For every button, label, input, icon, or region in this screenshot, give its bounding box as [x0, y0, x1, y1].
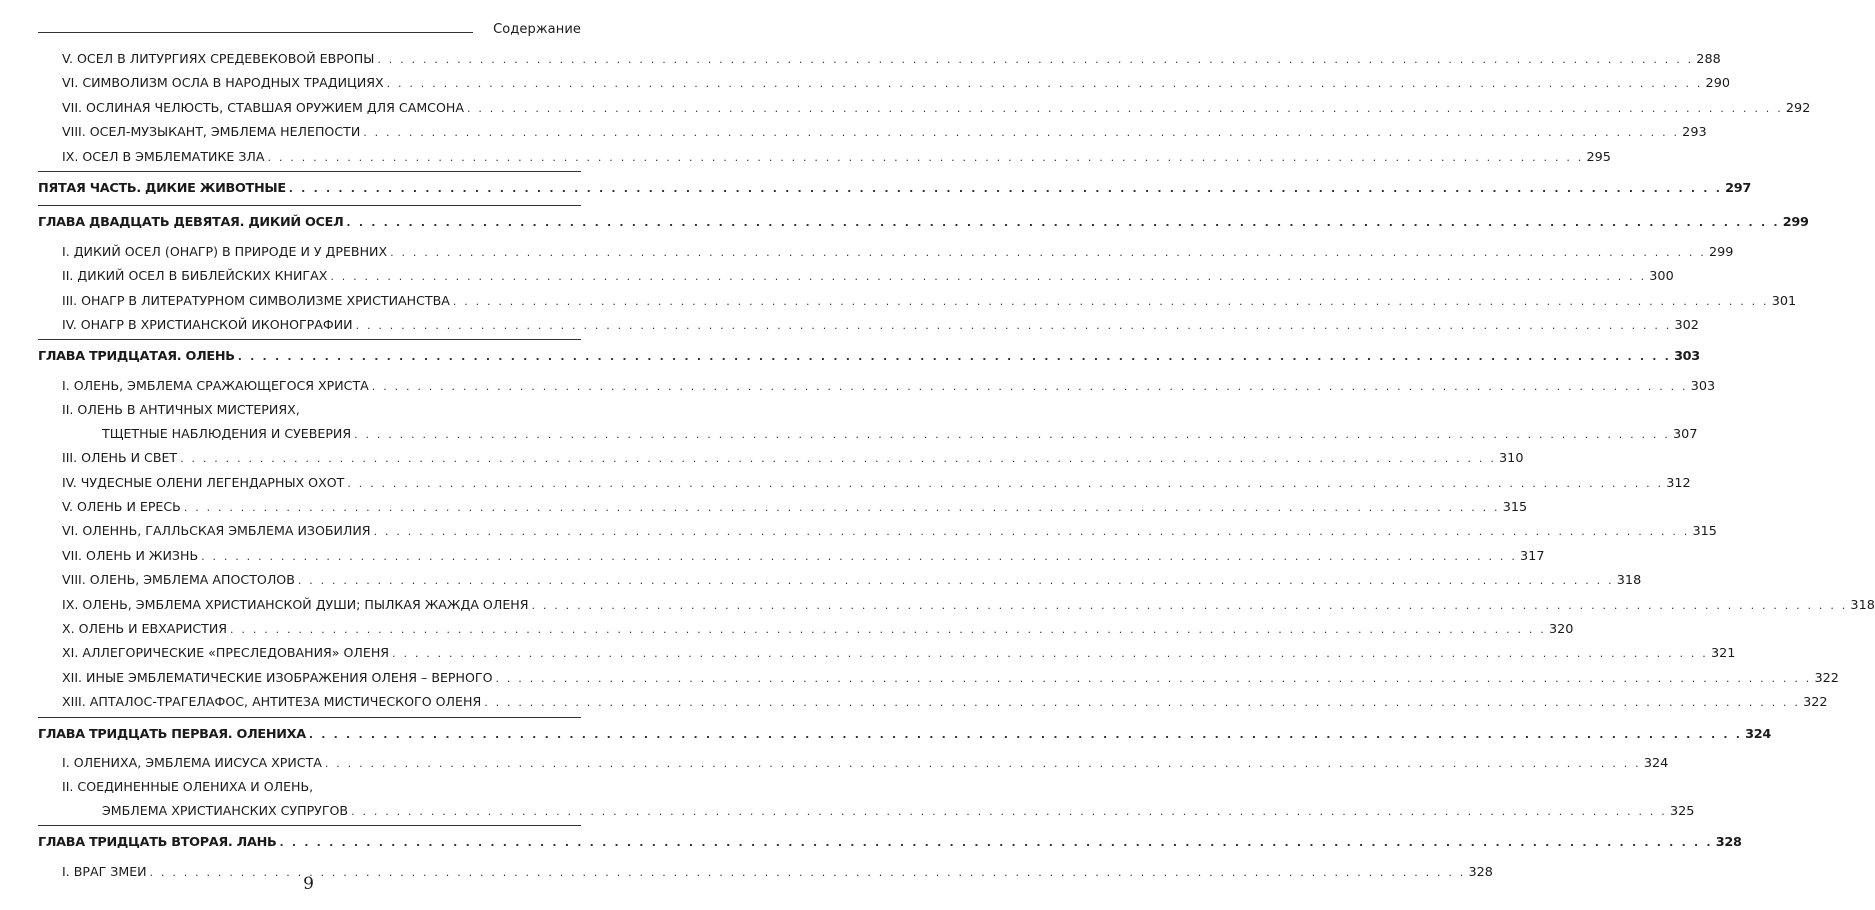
toc-chapter-entry[interactable]: [38, 211, 1809, 234]
toc-section-entry[interactable]: [38, 289, 1797, 313]
section-divider: [38, 171, 581, 172]
toc-entry-title: XIII. АПТАЛОС-ТРАГЕЛАФОС, АНТИТЕЗА МИСТИЧЕСКОГО ОЛЕНЯ: [62, 694, 482, 710]
toc-entry-page: 312: [1666, 475, 1691, 491]
toc-entry-title: XII. ИНЫЕ ЭМБЛЕМАТИЧЕСКИЕ ИЗОБРАЖЕНИЯ ОЛЕНЯ – ВЕРНОГО: [62, 669, 493, 685]
toc-entry-page: 328: [1468, 864, 1493, 880]
dot-leader: [268, 146, 1584, 169]
dot-leader: [279, 831, 1712, 854]
dot-leader: [347, 472, 1663, 495]
toc-entry-title: IV. ЧУДЕСНЫЕ ОЛЕНИ ЛЕГЕНДАРНЫХ ОХОТ: [62, 474, 345, 490]
dot-leader: [330, 265, 1646, 288]
toc-section-entry[interactable]: [38, 446, 1524, 470]
toc-entry-title: IX. ОСЕЛ В ЭМБЛЕМАТИКЕ ЗЛА: [62, 148, 265, 164]
toc-section-entry[interactable]: [38, 751, 1669, 775]
toc-entry-title: VIII. ОЛЕНЬ, ЭМБЛЕМА АПОСТОЛОВ: [62, 572, 295, 588]
toc-section-entry[interactable]: [38, 96, 1811, 120]
toc-section-entry[interactable]: [38, 145, 1611, 169]
toc-entry-page: 295: [1586, 149, 1611, 165]
dot-leader: [309, 723, 1742, 746]
dot-leader: [390, 241, 1706, 264]
toc-section-entry[interactable]: [38, 240, 1734, 264]
toc-entry-page: 325: [1670, 803, 1695, 819]
dot-leader: [201, 545, 1517, 568]
toc-entry-page: 303: [1674, 349, 1700, 365]
toc-entry-title: II. ДИКИЙ ОСЕЛ В БИБЛЕЙСКИХ КНИГАХ: [62, 268, 328, 284]
toc-section-entry[interactable]: [38, 568, 1642, 592]
toc-section-entry[interactable]: [38, 666, 1839, 690]
dot-leader: [374, 520, 1690, 543]
toc-entry-page: 315: [1502, 499, 1528, 515]
toc-entry-title: ТЩЕТНЫЕ НАБЛЮДЕНИЯ И СУЕВЕРИЯ: [102, 425, 352, 441]
toc-entry-page: 300: [1649, 269, 1674, 285]
toc-entry-page: 310: [1499, 451, 1524, 467]
dot-leader: [325, 752, 1641, 775]
toc-entry-page: 290: [1705, 76, 1730, 92]
table-of-contents: [38, 47, 1875, 884]
toc-chapter-entry[interactable]: [38, 831, 1742, 854]
toc-entry-title: II. СОЕДИНЕННЫЕ ОЛЕНИХА И ОЛЕНЬ,: [62, 779, 314, 795]
toc-section-entry[interactable]: [38, 47, 1721, 71]
toc-entry-title: ПЯТАЯ ЧАСТЬ. ДИКИЕ ЖИВОТНЫЕ: [38, 181, 286, 197]
dot-leader: [453, 290, 1769, 313]
toc-section-entry[interactable]: [38, 519, 1717, 543]
toc-entry-page: 307: [1673, 426, 1698, 442]
toc-entry-title: X. ОЛЕНЬ И ЕВХАРИСТИЯ: [62, 620, 228, 636]
toc-section-entry[interactable]: [38, 71, 1730, 95]
dot-leader: [238, 345, 1671, 368]
toc-entry-title: VI. СИМВОЛИЗМ ОСЛА В НАРОДНЫХ ТРАДИЦИЯХ: [62, 75, 384, 91]
toc-chapter-entry[interactable]: [38, 345, 1700, 368]
toc-section-entry[interactable]: [38, 471, 1691, 495]
dot-leader: [180, 447, 1496, 470]
dot-leader: [184, 496, 1500, 519]
toc-section-entry[interactable]: [38, 398, 581, 421]
toc-entry-title: VII. ОЛЕНЬ И ЖИЗНЬ: [62, 547, 199, 563]
section-divider: [38, 717, 581, 718]
toc-entry-page: 299: [1709, 244, 1734, 260]
toc-entry-page: 301: [1771, 293, 1797, 309]
dot-leader: [354, 423, 1670, 446]
toc-entry-page: 320: [1548, 621, 1574, 637]
toc-entry-page: 322: [1803, 695, 1828, 711]
toc-entry-title: ГЛАВА ТРИДЦАТЬ ПЕРВАЯ. ОЛЕНИХА: [38, 726, 306, 742]
toc-entry-page: 299: [1782, 215, 1809, 231]
toc-entry-title: VII. ОСЛИНАЯ ЧЕЛЮСТЬ, СТАВШАЯ ОРУЖИЕМ ДЛЯ САМСОНА: [62, 99, 464, 115]
toc-entry-title: III. ОЛЕНЬ И СВЕТ: [62, 450, 178, 466]
toc-entry-title: III. ОНАГР В ЛИТЕРАТУРНОМ СИМВОЛИЗМЕ ХРИСТИАНСТВА: [62, 292, 450, 308]
dot-leader: [356, 314, 1672, 337]
toc-entry-page: 315: [1692, 524, 1717, 540]
dot-leader: [377, 48, 1693, 71]
toc-section-continuation[interactable]: [38, 422, 1698, 446]
toc-chapter-entry[interactable]: [38, 177, 1751, 200]
toc-entry-title: I. ДИКИЙ ОСЕЛ (ОНАГР) В ПРИРОДЕ И У ДРЕВНИХ: [62, 243, 388, 259]
toc-section-entry[interactable]: [38, 495, 1528, 519]
toc-section-entry[interactable]: [38, 593, 1875, 617]
toc-entry-title: I. ОЛЕНЬ, ЭМБЛЕМА СРАЖАЮЩЕГОСЯ ХРИСТА: [62, 377, 369, 393]
toc-section-entry[interactable]: [38, 374, 1716, 398]
toc-section-entry[interactable]: [38, 264, 1674, 288]
running-header: [38, 10, 581, 40]
toc-section-entry[interactable]: [38, 690, 1828, 714]
toc-section-entry[interactable]: [38, 544, 1545, 568]
dot-leader: [289, 177, 1722, 200]
toc-section-entry[interactable]: [38, 313, 1699, 337]
toc-entry-page: 293: [1682, 125, 1707, 141]
toc-entry-title: I. ОЛЕНИХА, ЭМБЛЕМА ИИСУСА ХРИСТА: [62, 754, 322, 770]
dot-leader: [363, 121, 1679, 144]
toc-section-entry[interactable]: [38, 120, 1707, 144]
toc-entry-title: VIII. ОСЕЛ-МУЗЫКАНТ, ЭМБЛЕМА НЕЛЕПОСТИ: [62, 124, 361, 140]
toc-entry-title: I. ВРАГ ЗМЕИ: [62, 863, 147, 879]
header-title: Содержание: [493, 22, 581, 37]
section-divider: [38, 339, 581, 340]
toc-entry-title: ГЛАВА ТРИДЦАТАЯ. ОЛЕНЬ: [38, 349, 235, 365]
dot-leader: [351, 800, 1667, 823]
toc-entry-title: V. ОЛЕНЬ И ЕРЕСЬ: [62, 498, 181, 514]
toc-entry-page: 321: [1710, 646, 1736, 662]
toc-entry-page: 324: [1643, 755, 1669, 771]
dot-leader: [298, 569, 1614, 592]
toc-entry-page: 318: [1850, 597, 1875, 613]
dot-leader: [387, 72, 1703, 95]
toc-entry-page: 318: [1616, 573, 1642, 589]
toc-section-continuation[interactable]: [38, 799, 1695, 823]
toc-entry-title: VI. ОЛЕННЬ, ГАЛЛЬСКАЯ ЭМБЛЕМА ИЗОБИЛИЯ: [62, 523, 371, 539]
toc-entry-title: IX. ОЛЕНЬ, ЭМБЛЕМА ХРИСТИАНСКОЙ ДУШИ; ПЫЛКАЯ ЖАЖДА ОЛЕНЯ: [62, 596, 529, 612]
dot-leader: [346, 211, 1779, 234]
toc-entry-page: 297: [1725, 181, 1751, 197]
toc-entry-page: 324: [1745, 726, 1771, 742]
header-rule: [38, 32, 473, 33]
dot-leader: [230, 618, 1546, 641]
toc-entry-title: ГЛАВА ДВАДЦАТЬ ДЕВЯТАЯ. ДИКИЙ ОСЕЛ: [38, 215, 344, 231]
dot-leader: [467, 97, 1783, 120]
dot-leader: [532, 594, 1848, 617]
toc-entry-title: II. ОЛЕНЬ В АНТИЧНЫХ МИСТЕРИЯХ,: [62, 402, 300, 418]
toc-entry-page: 322: [1814, 670, 1839, 686]
toc-section-entry[interactable]: [38, 775, 581, 798]
toc-entry-page: 292: [1785, 100, 1811, 116]
toc-entry-title: ЭМБЛЕМА ХРИСТИАНСКИХ СУПРУГОВ: [102, 802, 349, 818]
dot-leader: [372, 375, 1688, 398]
toc-entry-page: 317: [1520, 548, 1545, 564]
toc-entry-title: IV. ОНАГР В ХРИСТИАНСКОЙ ИКОНОГРАФИИ: [62, 317, 353, 333]
toc-section-entry[interactable]: [38, 641, 1736, 665]
toc-entry-page: 303: [1690, 378, 1716, 394]
dot-leader: [484, 691, 1800, 714]
toc-chapter-entry[interactable]: [38, 723, 1771, 746]
dot-leader: [392, 642, 1708, 665]
toc-entry-page: 288: [1696, 52, 1721, 67]
toc-entry-page: 302: [1674, 318, 1699, 334]
toc-entry-page: 328: [1715, 835, 1742, 851]
page-number: 9: [303, 874, 314, 894]
section-divider: [38, 825, 581, 826]
section-divider: [38, 205, 581, 206]
toc-entry-title: ГЛАВА ТРИДЦАТЬ ВТОРАЯ. ЛАНЬ: [38, 835, 277, 851]
toc-section-entry[interactable]: [38, 617, 1574, 641]
toc-entry-title: XI. АЛЛЕГОРИЧЕСКИЕ «ПРЕСЛЕДОВАНИЯ» ОЛЕНЯ: [62, 645, 390, 661]
toc-entry-title: V. ОСЕЛ В ЛИТУРГИЯХ СРЕДЕВЕКОВОЙ ЕВРОПЫ: [62, 51, 375, 66]
dot-leader: [496, 667, 1812, 690]
